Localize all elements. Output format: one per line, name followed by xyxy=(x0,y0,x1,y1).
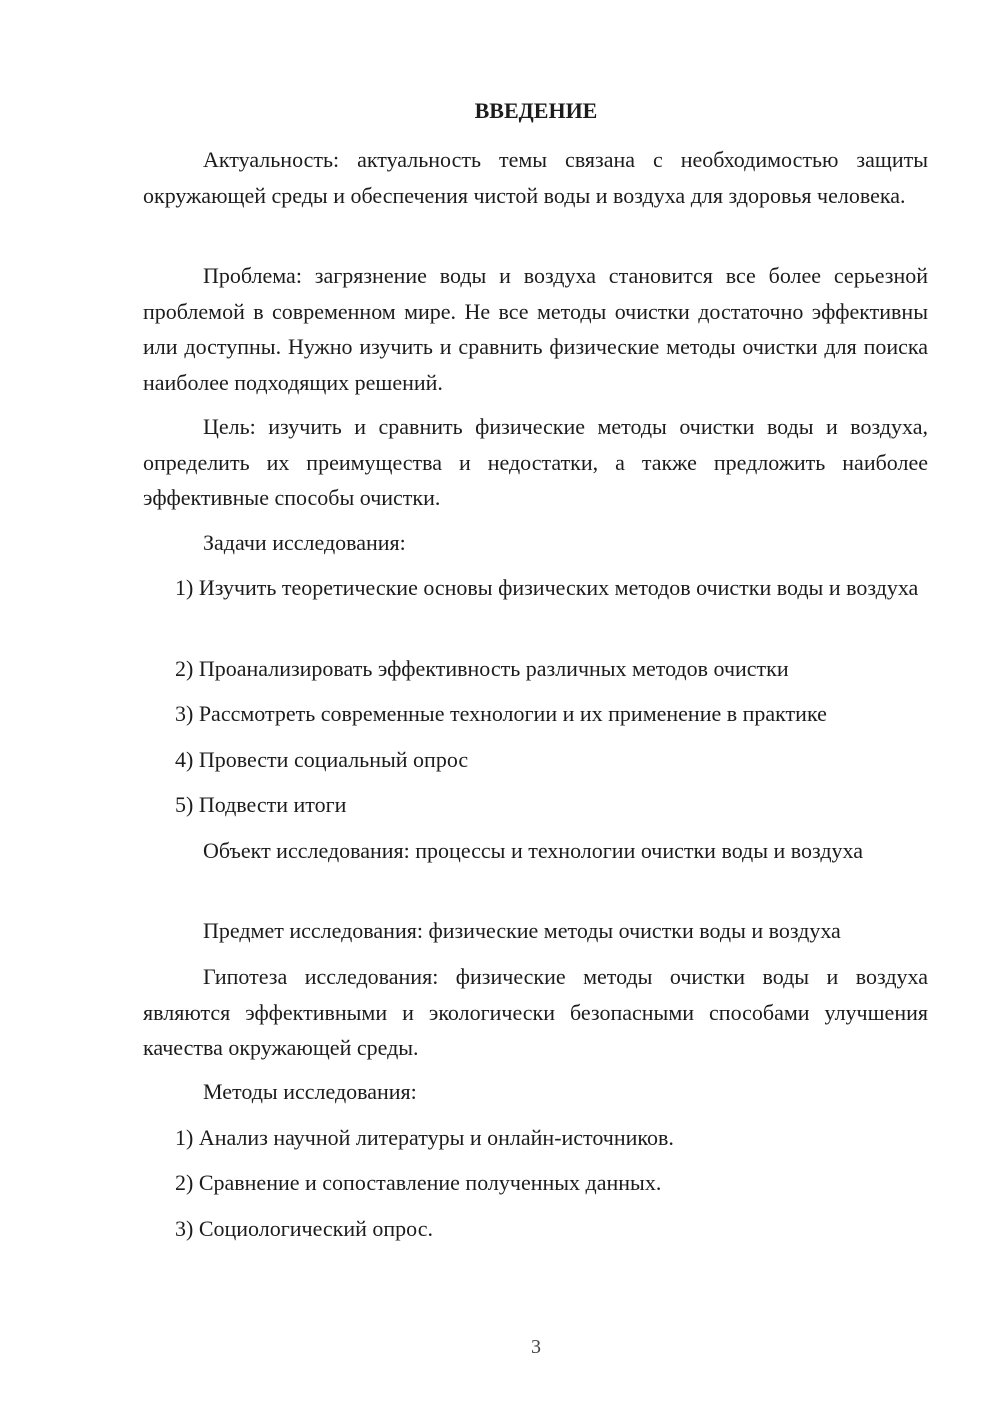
list-item-method-1: 1) Анализ научной литературы и онлайн-источников. xyxy=(175,1125,674,1150)
page-number: 3 xyxy=(531,1336,541,1358)
paragraph-methods-heading: Методы исследования: xyxy=(203,1079,417,1104)
list-item-task-2: 2) Проанализировать эффективность различных методов очистки xyxy=(175,656,789,681)
paragraph-subject: Предмет исследования: физические методы очистки воды и воздуха xyxy=(203,918,841,943)
paragraph-tasks-heading: Задачи исследования: xyxy=(203,530,406,555)
paragraph-hypothesis: Гипотеза исследования: физические методы очистки воды и воздуха являются эффективными и экологически безопасными способами улучшения качества окружающей среды. xyxy=(143,964,928,1060)
list-item-method-3: 3) Социологический опрос. xyxy=(175,1216,433,1241)
paragraph-goal: Цель: изучить и сравнить физические методы очистки воды и воздуха, определить их преимущества и недостатки, а также предложить наиболее эффективные способы очистки. xyxy=(143,414,928,510)
list-item-task-4: 4) Провести социальный опрос xyxy=(175,747,469,772)
paragraph-relevance: Актуальность: актуальность темы связана с необходимостью защиты окружающей среды и обеспечения чистой воды и воздуха для здоровья человека. xyxy=(143,147,928,208)
paragraph-problem: Проблема: загрязнение воды и воздуха становится все более серьезной проблемой в современном мире. Не все методы очистки достаточно эффективны или доступны. Нужно изучить и сравнить физические методы очистки для поиска наиболее подходящих решений. xyxy=(143,263,928,395)
paragraph-object: Объект исследования: процессы и технологии очистки воды и воздуха xyxy=(203,838,863,863)
list-item-task-1: 1) Изучить теоретические основы физических методов очистки воды и воздуха xyxy=(175,575,919,600)
page-title: ВВЕДЕНИЕ xyxy=(474,98,598,123)
list-item-task-3: 3) Рассмотреть современные технологии и их применение в практике xyxy=(175,701,827,726)
list-item-method-2: 2) Сравнение и сопоставление полученных данных. xyxy=(175,1170,662,1195)
list-item-task-5: 5) Подвести итоги xyxy=(175,792,347,817)
